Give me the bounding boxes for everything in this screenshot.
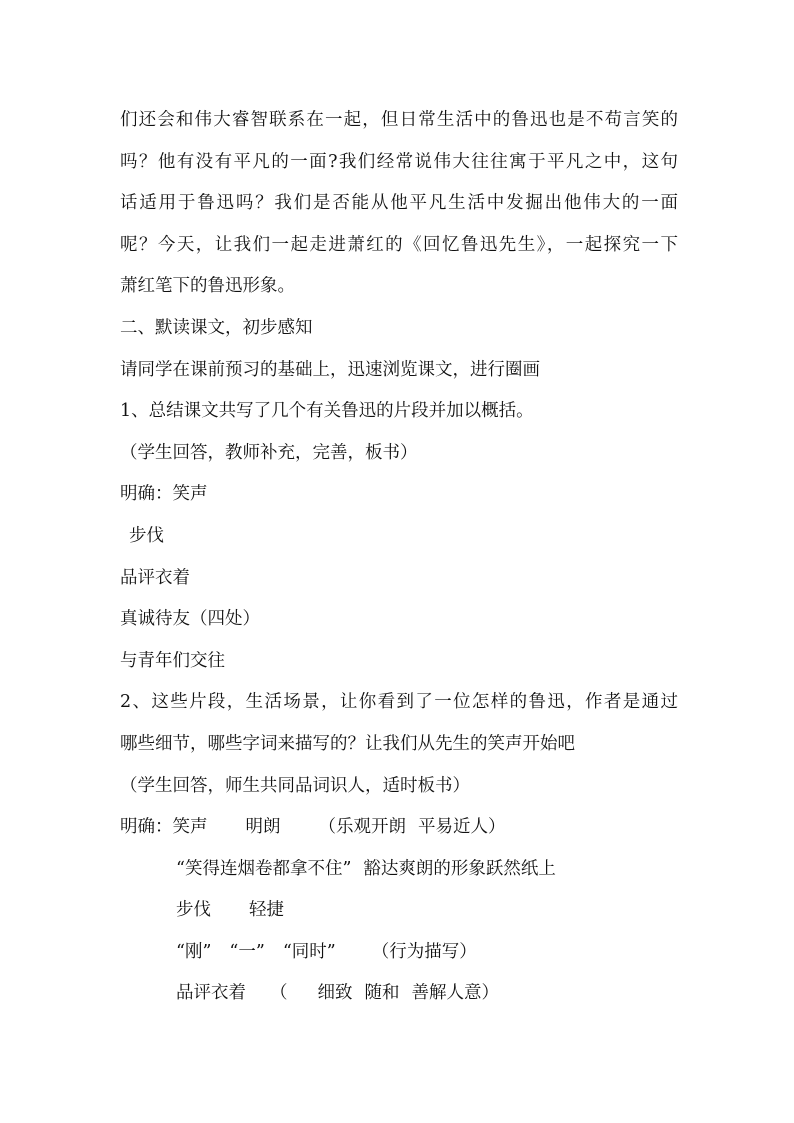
analysis-comment: 豁达爽朗的形象跃然纸上 xyxy=(363,858,556,879)
question-1-item: 品评衣着 xyxy=(120,567,190,588)
intro-line-5: 萧红笔下的鲁迅形象。 xyxy=(120,276,295,297)
intro-line-3: 话适用于鲁迅吗？我们是否能从他平凡生活中发掘出他伟大的一面 xyxy=(120,193,678,214)
analysis-quote: “笑得连烟卷都拿不住” xyxy=(176,858,352,879)
intro-line-1: 们还会和伟大睿智联系在一起，但日常生活中的鲁迅也是不苟言笑的 xyxy=(120,110,678,130)
analysis-comment: （行为描写） xyxy=(371,941,477,962)
analysis-keyword: 善解人意） xyxy=(411,983,499,1004)
analysis-keyword: 轻捷 xyxy=(249,900,284,921)
question-2-line-2: 哪些细节，哪些字词来描写的？让我们从先生的笑声开始吧 xyxy=(120,733,575,754)
document-body xyxy=(120,100,678,1015)
analysis-row-quote xyxy=(120,849,678,891)
analysis-word: “同时” xyxy=(282,941,336,962)
question-1-item: 与青年们交往 xyxy=(120,650,225,671)
analysis-topic: 品评衣着 xyxy=(176,983,246,1004)
question-1: 1、总结课文共写了几个有关鲁迅的片段并加以概括。 xyxy=(120,401,534,422)
question-2-note: （学生回答，师生共同品词识人，适时板书） xyxy=(120,775,470,796)
analysis-row-clothing xyxy=(120,973,678,1015)
analysis-keyword: 细致 xyxy=(317,983,353,1004)
analysis-row-words xyxy=(120,932,678,974)
analysis-word: “一” xyxy=(229,941,265,962)
question-1-item: 真诚待友（四处） xyxy=(120,609,260,630)
analysis-lead: 明确：笑声 xyxy=(120,817,208,838)
analysis-word: “刚” xyxy=(176,941,212,962)
analysis-comment: 平易近人） xyxy=(418,817,506,838)
analysis-topic: 步伐 xyxy=(176,900,211,921)
section-heading: 二、默读课文，初步感知 xyxy=(120,317,313,338)
section-instruction: 请同学在课前预习的基础上，迅速浏览课文，进行圈画 xyxy=(120,359,540,380)
intro-line-4: 呢？今天，让我们一起走进萧红的《回忆鲁迅先生》，一起探究一下 xyxy=(120,234,678,255)
question-1-item: 步伐 xyxy=(129,525,164,546)
analysis-row-laughter xyxy=(120,807,678,849)
analysis-comment: （ xyxy=(270,983,288,1004)
analysis-comment: （乐观开朗 xyxy=(318,817,406,838)
analysis-keyword: 明朗 xyxy=(245,817,281,838)
analysis-keyword: 随和 xyxy=(364,983,400,1004)
question-2-line-1: 2、这些片段，生活场景，让你看到了一位怎样的鲁迅，作者是通过 xyxy=(120,692,678,713)
question-1-note: （学生回答，教师补充，完善，板书） xyxy=(120,442,418,463)
intro-line-2: 吗？他有没有平凡的一面?我们经常说伟大往往寓于平凡之中，这句 xyxy=(120,151,678,172)
question-1-answer-lead: 明确：笑声 xyxy=(120,484,208,505)
analysis-row-steps xyxy=(120,890,678,932)
